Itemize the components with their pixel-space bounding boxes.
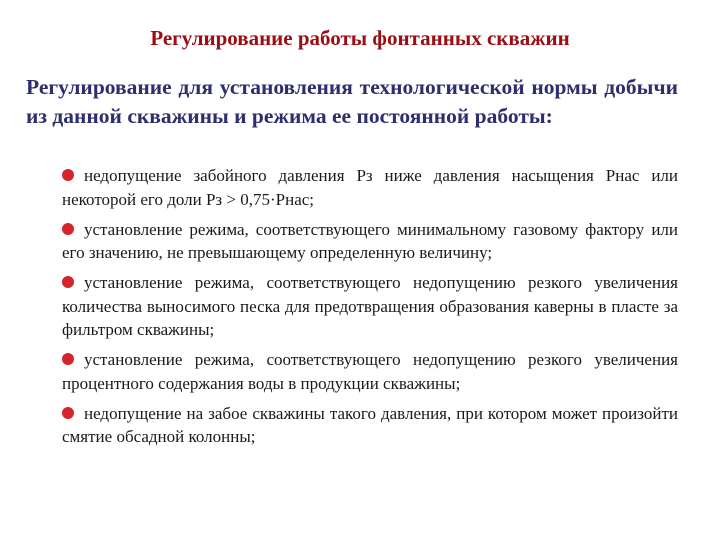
bullet-list [62, 164, 678, 455]
list-item [62, 271, 678, 342]
list-item [62, 402, 678, 449]
bullet-dot-icon [62, 353, 74, 365]
list-item-text: недопущение забойного давления Рз ниже давления насыщения Рнас или некоторой его доли Рз > 0,75·Рнас; [62, 166, 678, 209]
list-item [62, 164, 678, 211]
bullet-dot-icon [62, 169, 74, 181]
intro-paragraph: Регулирование для установления технологической нормы добычи из данной скважины и режима ее постоянной работы: [26, 75, 678, 128]
list-item [62, 348, 678, 395]
list-item-text: установление режима, соответствующего недопущению резкого увеличения процентного содержания воды в продукции скважины; [62, 350, 678, 393]
slide-title: Регулирование работы фонтанных скважин [150, 26, 570, 50]
list-item-text: установление режима, соответствующего минимальному газовому фактору или его значению, не превышающему определенную величину; [62, 219, 678, 262]
list-item-text: недопущение на забое скважины такого давления, при котором может произойти смятие обсадной колонны; [62, 403, 678, 446]
bullet-dot-icon [62, 223, 74, 235]
list-item-text: установление режима, соответствующего недопущению резкого увеличения количества выносимого песка для предотвращения образования каверны в пласте за фильтром скважины; [62, 273, 678, 339]
list-item [62, 218, 678, 265]
bullet-dot-icon [62, 276, 74, 288]
bullet-dot-icon [62, 407, 74, 419]
